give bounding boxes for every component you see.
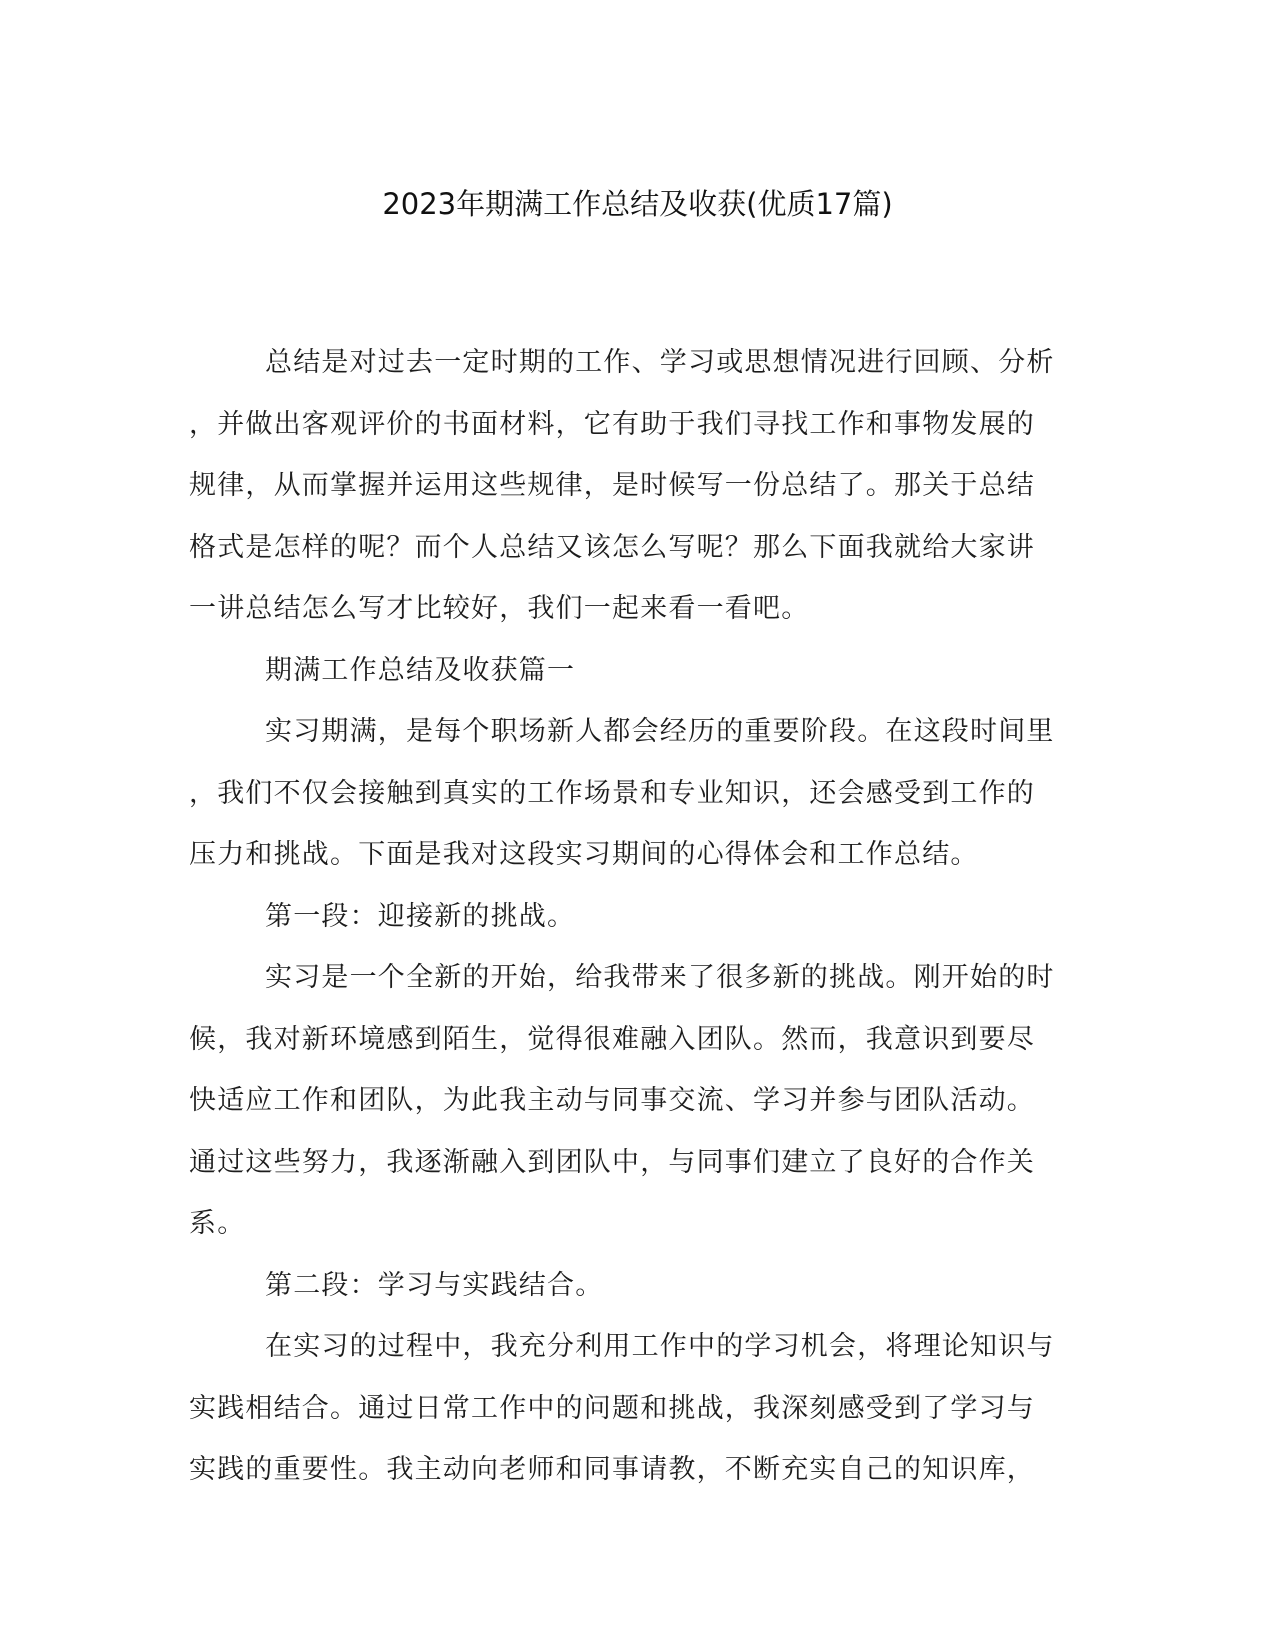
paragraph-line: 一讲总结怎么写才比较好，我们一起来看一看吧。: [189, 593, 810, 624]
paragraph-line: 总结是对过去一定时期的工作、学习或思想情况进行回顾、分析: [265, 347, 1055, 378]
document-title: 2023年期满工作总结及收获(优质17篇): [382, 187, 893, 221]
paragraph-line: 实践相结合。通过日常工作中的问题和挑战，我深刻感受到了学习与: [189, 1392, 1035, 1424]
paragraph-line: 候，我对新环境感到陌生，觉得很难融入团队。然而，我意识到要尽: [189, 1023, 1035, 1055]
paragraph-line: 实习是一个全新的开始，给我带来了很多新的挑战。刚开始的时: [265, 962, 1055, 993]
paragraph-line: 通过这些努力，我逐渐融入到团队中，与同事们建立了良好的合作关: [189, 1146, 1035, 1178]
paragraph-line: ，并做出客观评价的书面材料，它有助于我们寻找工作和事物发展的: [189, 408, 1035, 440]
paragraph-line: 实习期满，是每个职场新人都会经历的重要阶段。在这段时间里: [265, 716, 1055, 747]
document-body: [189, 332, 1089, 1501]
paragraph-line: 格式是怎样的呢？而个人总结又该怎么写呢？那么下面我就给大家讲: [189, 531, 1035, 563]
paragraph-line: 系。: [189, 1208, 246, 1239]
paragraph-line: 在实习的过程中，我充分利用工作中的学习机会，将理论知识与: [265, 1331, 1055, 1362]
paragraph-line: 实践的重要性。我主动向老师和同事请教，不断充实自己的知识库，: [189, 1454, 1035, 1485]
paragraph-line: 压力和挑战。下面是我对这段实习期间的心得体会和工作总结。: [189, 839, 979, 870]
paragraph-line: 规律，从而掌握并运用这些规律，是时候写一份总结了。那关于总结: [189, 470, 1035, 501]
paragraph-line: 快适应工作和团队，为此我主动与同事交流、学习并参与团队活动。: [189, 1085, 1035, 1116]
section-heading: 期满工作总结及收获篇一: [265, 654, 576, 686]
section-heading: 第二段：学习与实践结合。: [265, 1269, 604, 1301]
section-heading: 第一段：迎接新的挑战。: [265, 900, 576, 932]
paragraph-line: ，我们不仅会接触到真实的工作场景和专业知识，还会感受到工作的: [189, 777, 1035, 809]
